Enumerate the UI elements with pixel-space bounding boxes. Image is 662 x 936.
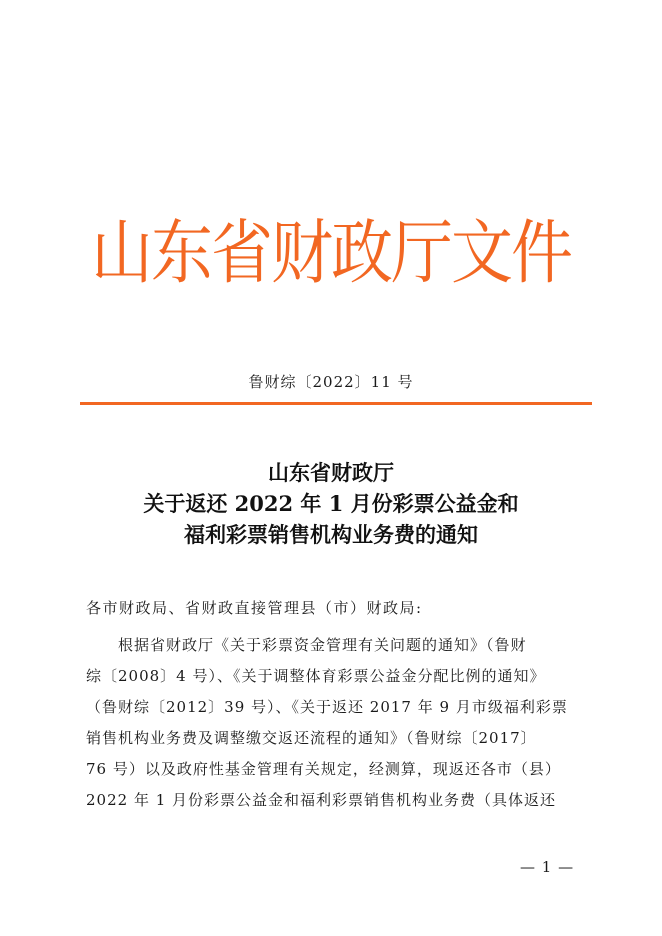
document-number: 鲁财综〔2022〕11 号: [248, 373, 414, 391]
page-number: — 1 —: [520, 858, 575, 876]
masthead-divider: [80, 402, 592, 405]
body-line: 2022 年 1 月份彩票公益金和福利彩票销售机构业务费（具体返还: [86, 791, 557, 809]
body-line: 销售机构业务费及调整缴交返还流程的通知》（鲁财综〔2017〕: [86, 729, 537, 747]
document-masthead: 山东省财政厅文件: [90, 211, 571, 294]
body-line: 综〔2008〕4 号）、《关于调整体育彩票公益金分配比例的通知》: [86, 667, 546, 685]
body-line: 根据省财政厅《关于彩票资金管理有关问题的通知》（鲁财: [118, 636, 527, 654]
title-line-subject: 关于返还 2022 年 1 月份彩票公益金和: [143, 491, 519, 516]
body-line: （鲁财综〔2012〕39 号）、《关于返还 2017 年 9 月市级福利彩票: [86, 698, 568, 716]
title-line-issuer: 山东省财政厅: [268, 460, 394, 485]
salutation: 各市财政局、省财政直接管理县（市）财政局:: [86, 599, 423, 617]
body-line: 76 号）以及政府性基金管理有关规定，经测算，现返还各市（县）: [86, 760, 561, 778]
document-title: [0, 457, 662, 550]
body-paragraph: [86, 630, 586, 816]
title-line-subject-cont: 福利彩票销售机构业务费的通知: [184, 522, 478, 547]
